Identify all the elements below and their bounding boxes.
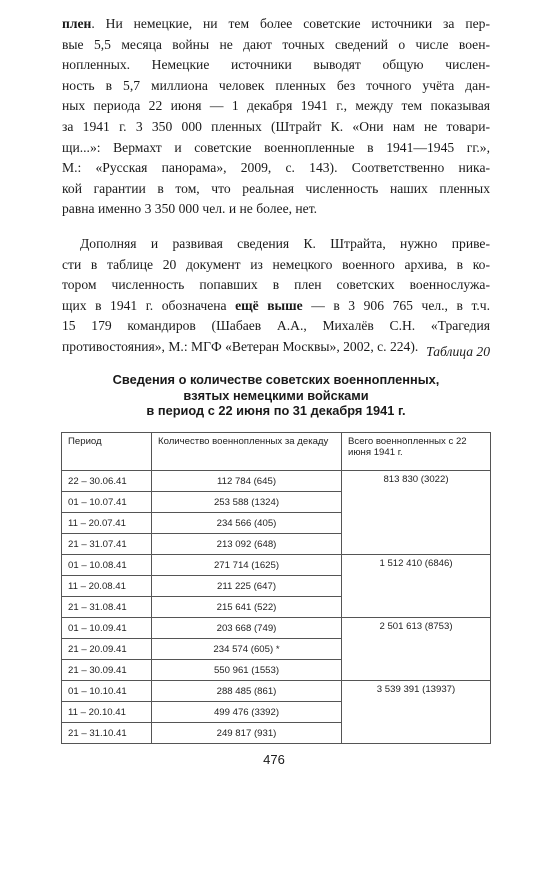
header-total: Всего военнопленных с 22 июня 1941 г. xyxy=(342,433,491,471)
period-cell: 11 – 20.10.41 xyxy=(62,702,152,723)
table-header-row xyxy=(62,433,491,471)
line-text: Дополняя и развивая сведения К. Штрайта, нужно приве- xyxy=(80,236,490,251)
text-line xyxy=(62,179,490,200)
table-number: Таблица 20 xyxy=(426,344,490,359)
table-row xyxy=(62,618,491,639)
table-row xyxy=(62,681,491,702)
line-text: ность в 5,7 миллиона человек пленных без точного учёта дан- xyxy=(62,77,490,93)
line-text: М.: «Русская панорама», 2009, с. 143). Соответственно ника- xyxy=(62,160,490,176)
text-line xyxy=(62,117,490,138)
period-cell: 11 – 20.08.41 xyxy=(62,576,152,597)
text-line xyxy=(62,14,490,35)
bold-text: плен xyxy=(62,16,92,31)
decade-count-cell: 550 961 (1553) xyxy=(152,660,342,681)
table-title xyxy=(62,372,490,419)
period-cell: 01 – 10.10.41 xyxy=(62,681,152,702)
table-title-line: взятых немецкими войсками xyxy=(183,387,369,403)
period-cell: 22 – 30.06.41 xyxy=(62,471,152,492)
text-line xyxy=(62,234,490,255)
table-row xyxy=(62,555,491,576)
page-number: 476 xyxy=(263,752,285,767)
line-text: щих в 1941 г. обозначена xyxy=(62,297,236,313)
period-cell: 01 – 10.08.41 xyxy=(62,555,152,576)
paragraph-1 xyxy=(62,14,490,220)
line-text: — в 3 906 765 чел., в т.ч. xyxy=(302,297,490,313)
text-line xyxy=(62,138,490,159)
line-text: противостояния», М.: МГФ «Ветеран Москвы», 2002, с. 224). xyxy=(62,338,419,354)
decade-count-cell: 215 641 (522) xyxy=(152,597,342,618)
period-cell: 11 – 20.07.41 xyxy=(62,513,152,534)
total-cell: 2 501 613 (8753) xyxy=(342,618,491,681)
table-row xyxy=(62,471,491,492)
period-cell: 21 – 31.07.41 xyxy=(62,534,152,555)
period-cell: 21 – 20.09.41 xyxy=(62,639,152,660)
line-text: . Ни немецкие, ни тем более советские источники за пер- xyxy=(91,16,490,31)
decade-count-cell: 234 574 (605) * xyxy=(152,639,342,660)
line-text: 15 179 командиров (Шабаев А.А., Михалёв С.Н. «Трагедия xyxy=(62,318,490,334)
table-title-line: Сведения о количестве советских военнопленных, xyxy=(112,372,440,387)
text-line xyxy=(62,316,490,337)
text-line xyxy=(62,199,490,220)
decade-count-cell: 499 476 (3392) xyxy=(152,702,342,723)
decade-count-cell: 271 714 (1625) xyxy=(152,555,342,576)
line-text: за 1941 г. 3 350 000 пленных (Штрайт К. «Они нам не товари- xyxy=(62,118,490,134)
line-text: кой гарантии в том, что реальная численность наших пленных xyxy=(62,180,490,196)
prisoners-table xyxy=(61,432,491,744)
header-period: Период xyxy=(62,433,152,471)
line-text: щи...»: Вермахт и советские военнопленные в 1941—1945 гг.», xyxy=(62,139,490,155)
line-text: ных периода 22 июня — 1 декабря 1941 г., между тем показывая xyxy=(62,98,490,114)
text-line xyxy=(62,255,490,276)
period-cell: 21 – 31.10.41 xyxy=(62,723,152,744)
table-title-line: в период с 22 июня по 31 декабря 1941 г. xyxy=(146,403,406,418)
period-cell: 01 – 10.09.41 xyxy=(62,618,152,639)
line-text: тором численность попавших в плен советских военнослужа- xyxy=(62,277,490,293)
text-line xyxy=(62,275,490,296)
decade-count-cell: 203 668 (749) xyxy=(152,618,342,639)
decade-count-cell: 211 225 (647) xyxy=(152,576,342,597)
decade-count-cell: 112 784 (645) xyxy=(152,471,342,492)
decade-count-cell: 234 566 (405) xyxy=(152,513,342,534)
decade-count-cell: 249 817 (931) xyxy=(152,723,342,744)
text-line xyxy=(62,35,490,56)
period-cell: 01 – 10.07.41 xyxy=(62,492,152,513)
header-decade-count: Количество военнопленных за декаду xyxy=(152,433,342,471)
decade-count-cell: 288 485 (861) xyxy=(152,681,342,702)
total-cell: 813 830 (3022) xyxy=(342,471,491,555)
period-cell: 21 – 30.09.41 xyxy=(62,660,152,681)
line-text: вые 5,5 месяца войны не дают точных сведений о числе воен- xyxy=(62,36,490,52)
total-cell: 1 512 410 (6846) xyxy=(342,555,491,618)
line-text: нопленных. Немецкие источники выводят общую числен- xyxy=(62,57,490,73)
line-text: сти в таблице 20 документ из немецкого военного архива, в ко- xyxy=(62,256,490,272)
text-line xyxy=(62,55,490,76)
text-line xyxy=(62,96,490,117)
period-cell: 21 – 31.08.41 xyxy=(62,597,152,618)
total-cell: 3 539 391 (13937) xyxy=(342,681,491,744)
decade-count-cell: 213 092 (648) xyxy=(152,534,342,555)
text-line xyxy=(62,76,490,97)
text-line xyxy=(62,158,490,179)
text-line xyxy=(62,296,490,317)
decade-count-cell: 253 588 (1324) xyxy=(152,492,342,513)
paragraph-2 xyxy=(62,234,490,358)
line-text: равна именно 3 350 000 чел. и не более, нет. xyxy=(62,201,318,217)
bold-text: ещё выше xyxy=(235,297,303,313)
